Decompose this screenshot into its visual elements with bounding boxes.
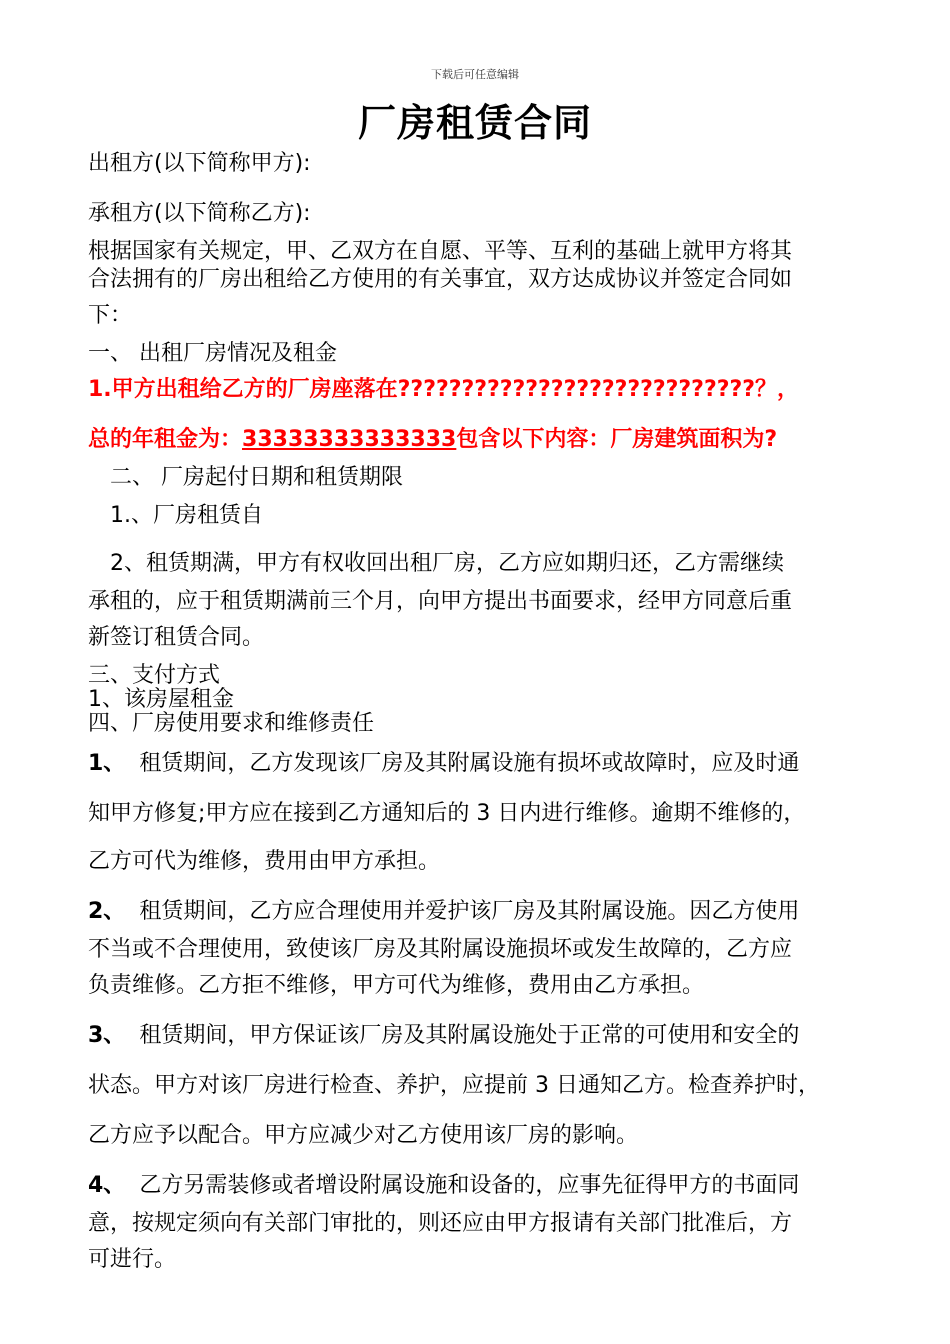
lessor-line: 出租方(以下简称甲方): <box>88 151 311 176</box>
rent-suffix: 包含以下内容：厂房建筑面积为? <box>456 427 778 452</box>
page-title: 厂房租赁合同 <box>357 100 592 145</box>
section-3-heading: 三、支付方式 <box>88 663 221 688</box>
intro-line-3: 下： <box>88 303 133 328</box>
section-2-heading: 二、 厂房起付日期和租赁期限 <box>110 465 403 490</box>
item-4-3-text: 租赁期间，甲方保证该厂房及其附属设施处于正常的可使用和安全的 <box>139 1023 800 1048</box>
item-4-4-line-1 <box>88 1172 868 1200</box>
item-4-2-line-2: 不当或不合理使用，致使该厂房及其附属设施损坏或发生故障的，乙方应 <box>88 937 793 962</box>
item-4-1-line-2: 知甲方修复;甲方应在接到乙方通知后的 3 日内进行维修。逾期不维修的， <box>88 801 806 826</box>
header-note: 下载后可任意编辑 <box>431 68 519 81</box>
item-4-4-line-2: 意，按规定须向有关部门审批的，则还应由甲方报请有关部门批准后，方 <box>88 1211 793 1236</box>
item-4-2-text: 租赁期间，乙方应合理使用并爱护该厂房及其附属设施。因乙方使用 <box>139 899 800 924</box>
item-4-3-number: 3、 <box>88 1023 126 1048</box>
section-4-heading: 四、厂房使用要求和维修责任 <box>88 711 375 736</box>
section-2-item-2-line-2: 承租的，应于租赁期满前三个月，向甲方提出书面要求，经甲方同意后重 <box>88 589 793 614</box>
item-4-4-text: 乙方另需装修或者增设附属设施和设备的，应事先征得甲方的书面同 <box>139 1173 800 1198</box>
item-4-1-number: 1、 <box>88 751 126 776</box>
lessee-line: 承租方(以下简称乙方): <box>88 201 311 226</box>
item-4-4-line-3: 可进行。 <box>88 1247 177 1272</box>
item-4-2-line-1 <box>88 898 868 926</box>
intro-line-2: 合法拥有的厂房出租给乙方使用的有关事宜，双方达成协议并签定合同如 <box>88 267 793 292</box>
section-1-heading: 一、 出租厂房情况及租金 <box>88 341 337 366</box>
section-2-item-2-line-1: 2、租赁期满，甲方有权收回出租厂房，乙方应如期归还，乙方需继续 <box>110 551 784 576</box>
section-1-rent-line <box>88 426 868 454</box>
item-4-2-line-3: 负责维修。乙方拒不维修，甲方可代为维修，费用由乙方承担。 <box>88 973 705 998</box>
item-4-1-text: 租赁期间，乙方发现该厂房及其附属设施有损坏或故障时，应及时通 <box>139 751 800 776</box>
section-3-item-1-text: 该房屋租金 <box>124 687 235 712</box>
item-4-4-number: 4、 <box>88 1173 126 1198</box>
section-3-item-1-number: 1、 <box>88 687 124 712</box>
item-4-3-line-1 <box>88 1022 868 1050</box>
section-2-item-2-line-3: 新签订租赁合同。 <box>88 625 265 650</box>
rent-label: 总的年租金为： <box>88 427 243 452</box>
item-4-1-line-1 <box>88 750 868 778</box>
item-4-1-line-3: 乙方可代为维修，费用由甲方承担。 <box>88 849 441 874</box>
item-4-3-line-2: 状态。甲方对该厂房进行检查、养护，应提前 3 日通知乙方。检查养护时， <box>88 1073 820 1098</box>
rent-value: 33333333333333 <box>242 427 457 452</box>
item-4-3-line-3: 乙方应予以配合。甲方应减少对乙方使用该厂房的影响。 <box>88 1123 639 1148</box>
section-2-item-1: 1.、厂房租赁自 <box>110 503 263 528</box>
intro-line-1: 根据国家有关规定，甲、乙双方在自愿、平等、互利的基础上就甲方将其 <box>88 239 793 264</box>
section-1-item-1: 1.甲方出租给乙方的厂房座落在????????????????????????????？， <box>88 377 799 402</box>
item-4-2-number: 2、 <box>88 899 126 924</box>
